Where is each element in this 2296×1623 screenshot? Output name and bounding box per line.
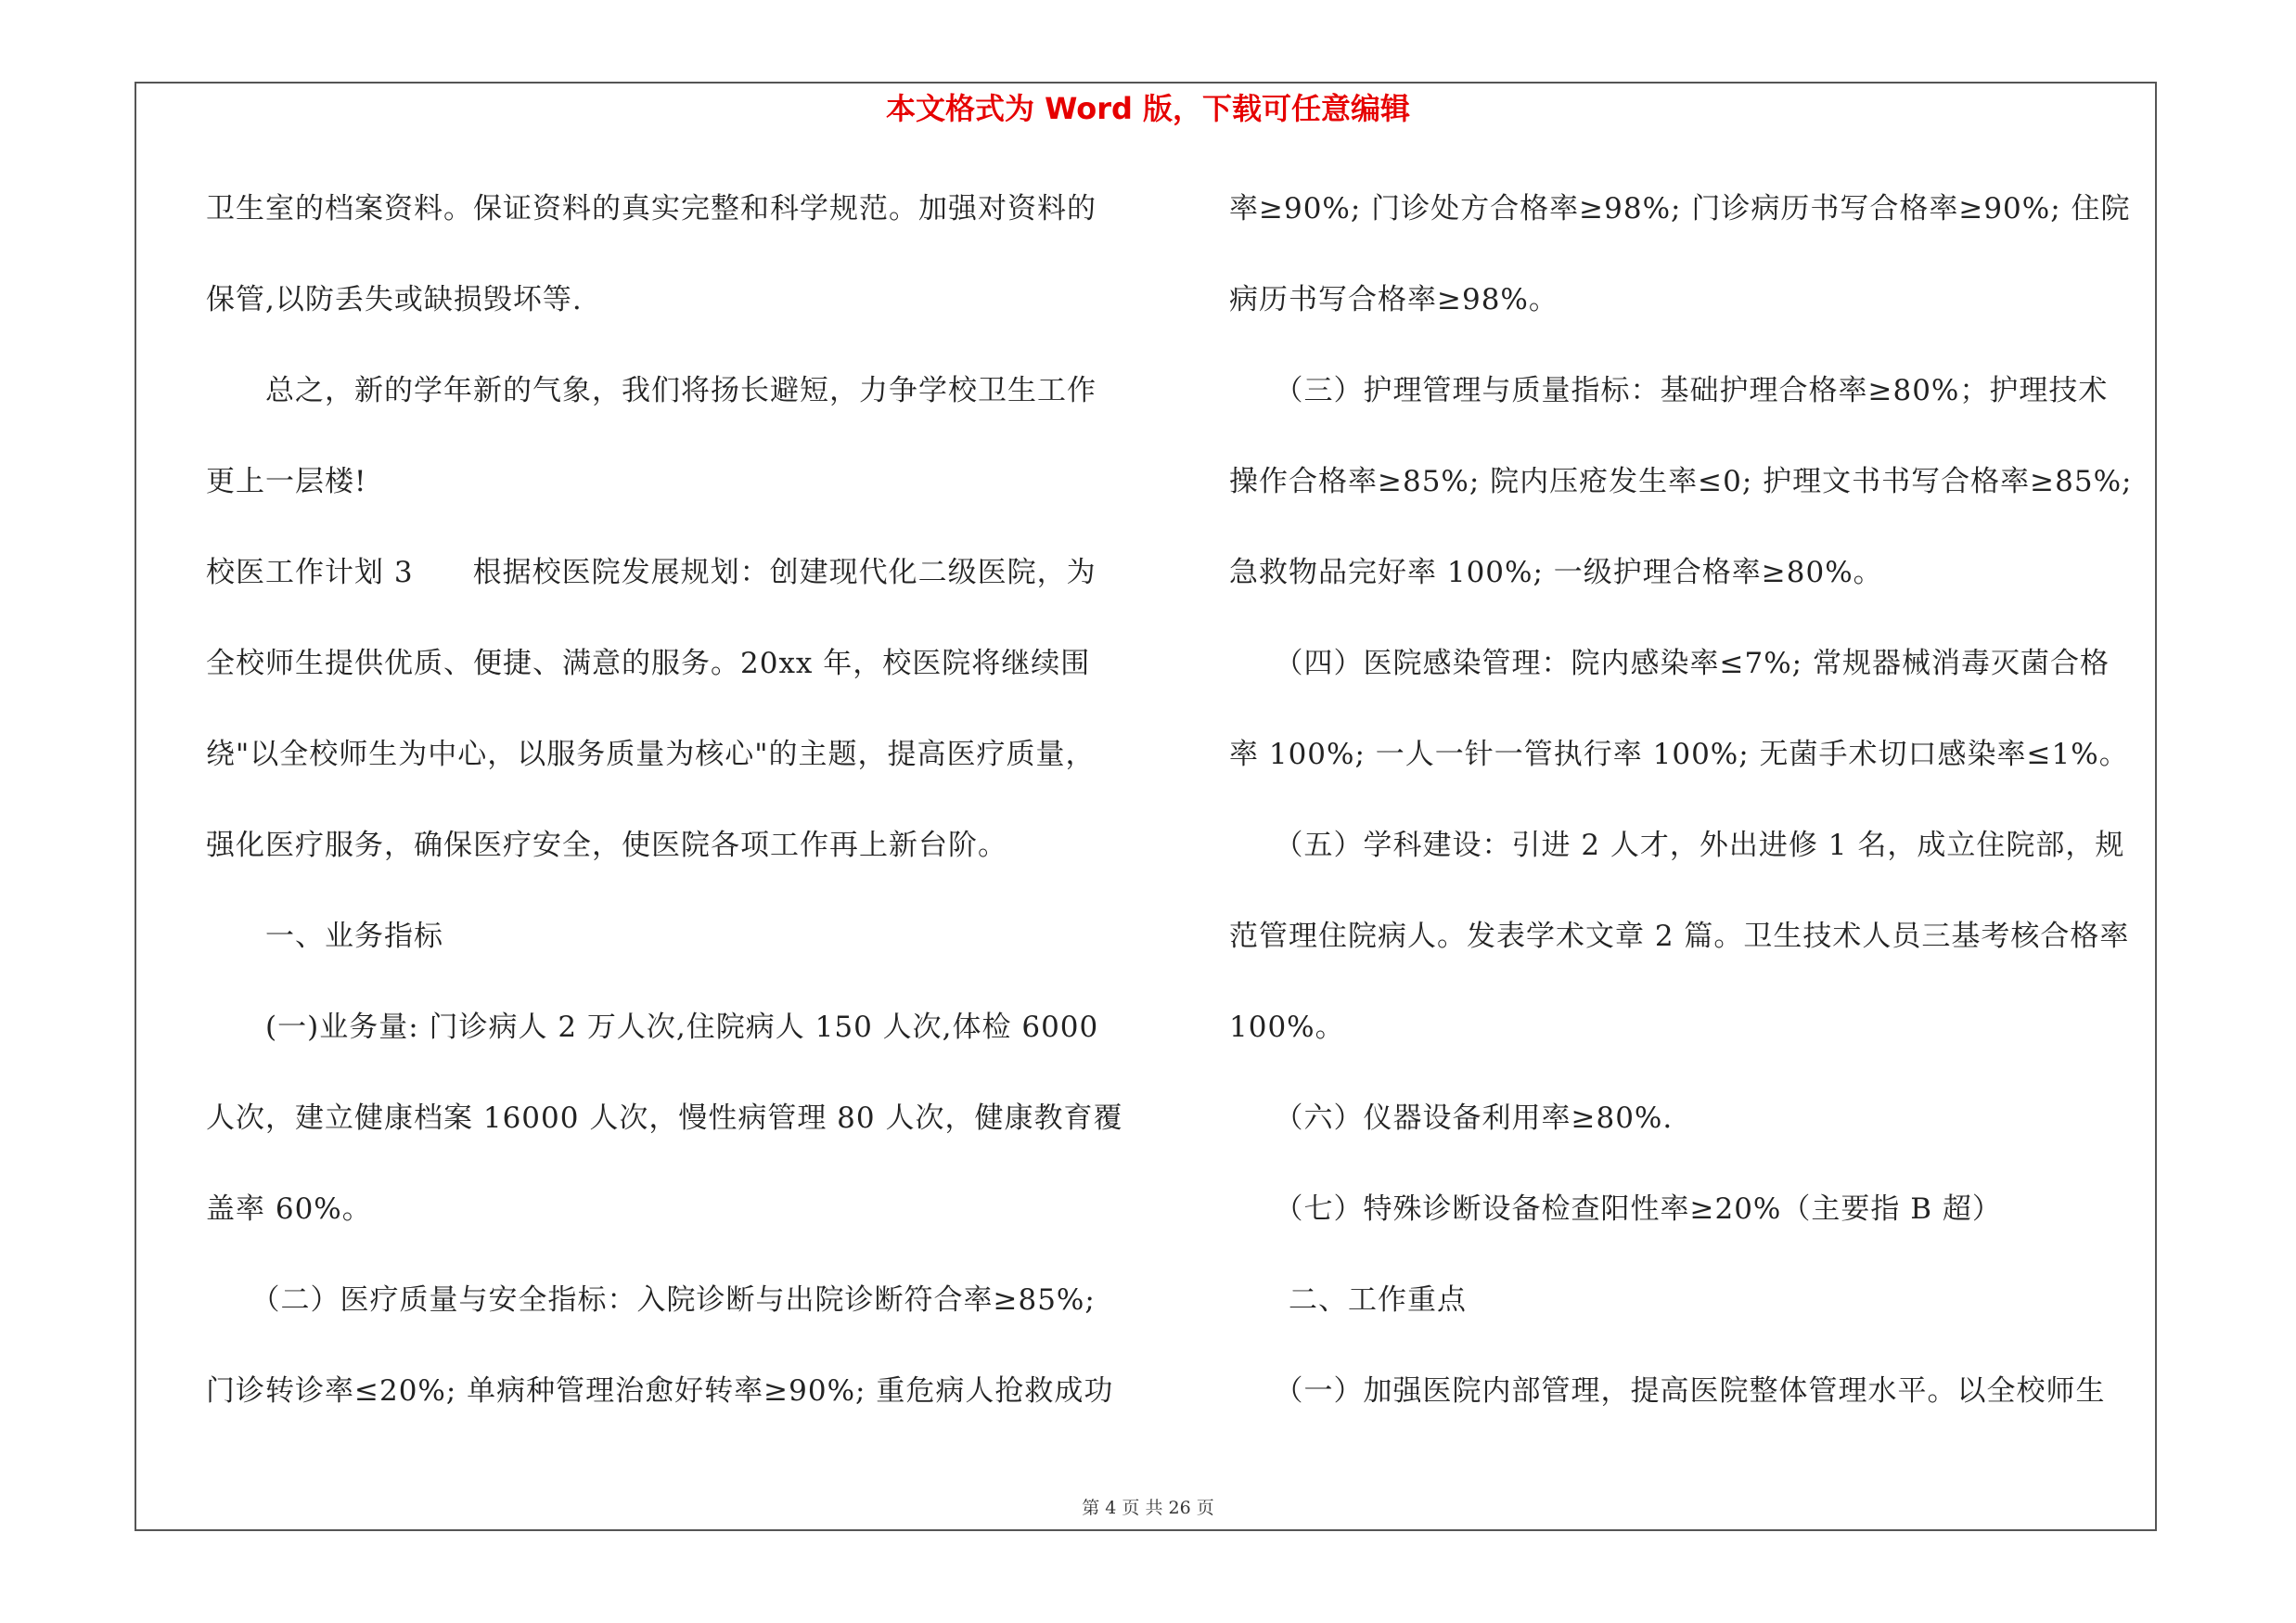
section-heading: 一、业务指标 bbox=[206, 920, 443, 953]
text-line: 强化医疗服务，确保医疗安全，使医院各项工作再上新台阶。 bbox=[206, 829, 1007, 862]
text-line: （二）医疗质量与安全指标：入院诊断与出院诊断符合率≥85%; bbox=[206, 1283, 1096, 1317]
text-line: 病历书写合格率≥98%。 bbox=[1229, 283, 1558, 316]
text-line: 卫生室的档案资料。保证资料的真实完整和科学规范。加强对资料的 bbox=[206, 192, 1097, 225]
text-line: 保管,以防丢失或缺损毁坏等. bbox=[206, 283, 583, 316]
text-line: （一）加强医院内部管理，提高医院整体管理水平。以全校师生 bbox=[1229, 1374, 2106, 1408]
text-line: 100%。 bbox=[1229, 1011, 1345, 1044]
text-line: 门诊转诊率≤20%; 单病种管理治愈好转率≥90%; 重危病人抢救成功 bbox=[206, 1374, 1114, 1408]
text-line: 总之，新的学年新的气象，我们将扬长避短，力争学校卫生工作 bbox=[206, 374, 1097, 407]
text-line: 操作合格率≥85%; 院内压疮发生率≤0; 护理文书书写合格率≥85%; bbox=[1229, 465, 2133, 498]
text-line: 盖率 60%。 bbox=[206, 1192, 372, 1226]
page-number-footer: 第 4 页 共 26 页 bbox=[1082, 1498, 1214, 1518]
text-line: （四）医院感染管理：院内感染率≤7%; 常规器械消毒灭菌合格 bbox=[1229, 647, 2110, 680]
text-line: 范管理住院病人。发表学术文章 2 篇。卫生技术人员三基考核合格率 bbox=[1229, 920, 2130, 953]
text-line: (一)业务量: 门诊病人 2 万人次,住院病人 150 人次,体检 6000 bbox=[206, 1011, 1099, 1044]
format-notice-banner: 本文格式为 Word 版，下载可任意编辑 bbox=[885, 91, 1411, 126]
text-line: 更上一层楼! bbox=[206, 465, 367, 498]
text-line: 急救物品完好率 100%; 一级护理合格率≥80%。 bbox=[1229, 556, 1883, 589]
text-line: （三）护理管理与质量指标：基础护理合格率≥80%；护理技术 bbox=[1229, 374, 2109, 407]
text-line: 率≥90%; 门诊处方合格率≥98%; 门诊病历书写合格率≥90%; 住院 bbox=[1229, 192, 2131, 225]
text-line: 校医工作计划 3 根据校医院发展规划：创建现代化二级医院，为 bbox=[206, 556, 1097, 589]
text-line: （六）仪器设备利用率≥80%. bbox=[1229, 1101, 1674, 1135]
text-line: 全校师生提供优质、便捷、满意的服务。20xx 年，校医院将继续围 bbox=[206, 647, 1091, 680]
text-line: 率 100%; 一人一针一管执行率 100%; 无菌手术切口感染率≤1%。 bbox=[1229, 738, 2129, 771]
text-line: （五）学科建设：引进 2 人才，外出进修 1 名，成立住院部，规 bbox=[1229, 829, 2125, 862]
text-line: （七）特殊诊断设备检查阳性率≥20%（主要指 B 超） bbox=[1229, 1192, 2002, 1226]
text-line: 绕"以全校师生为中心，以服务质量为核心"的主题，提高医疗质量， bbox=[206, 738, 1096, 771]
section-heading: 二、工作重点 bbox=[1229, 1283, 1467, 1317]
text-line: 人次，建立健康档案 16000 人次，慢性病管理 80 人次，健康教育覆 bbox=[206, 1101, 1123, 1135]
